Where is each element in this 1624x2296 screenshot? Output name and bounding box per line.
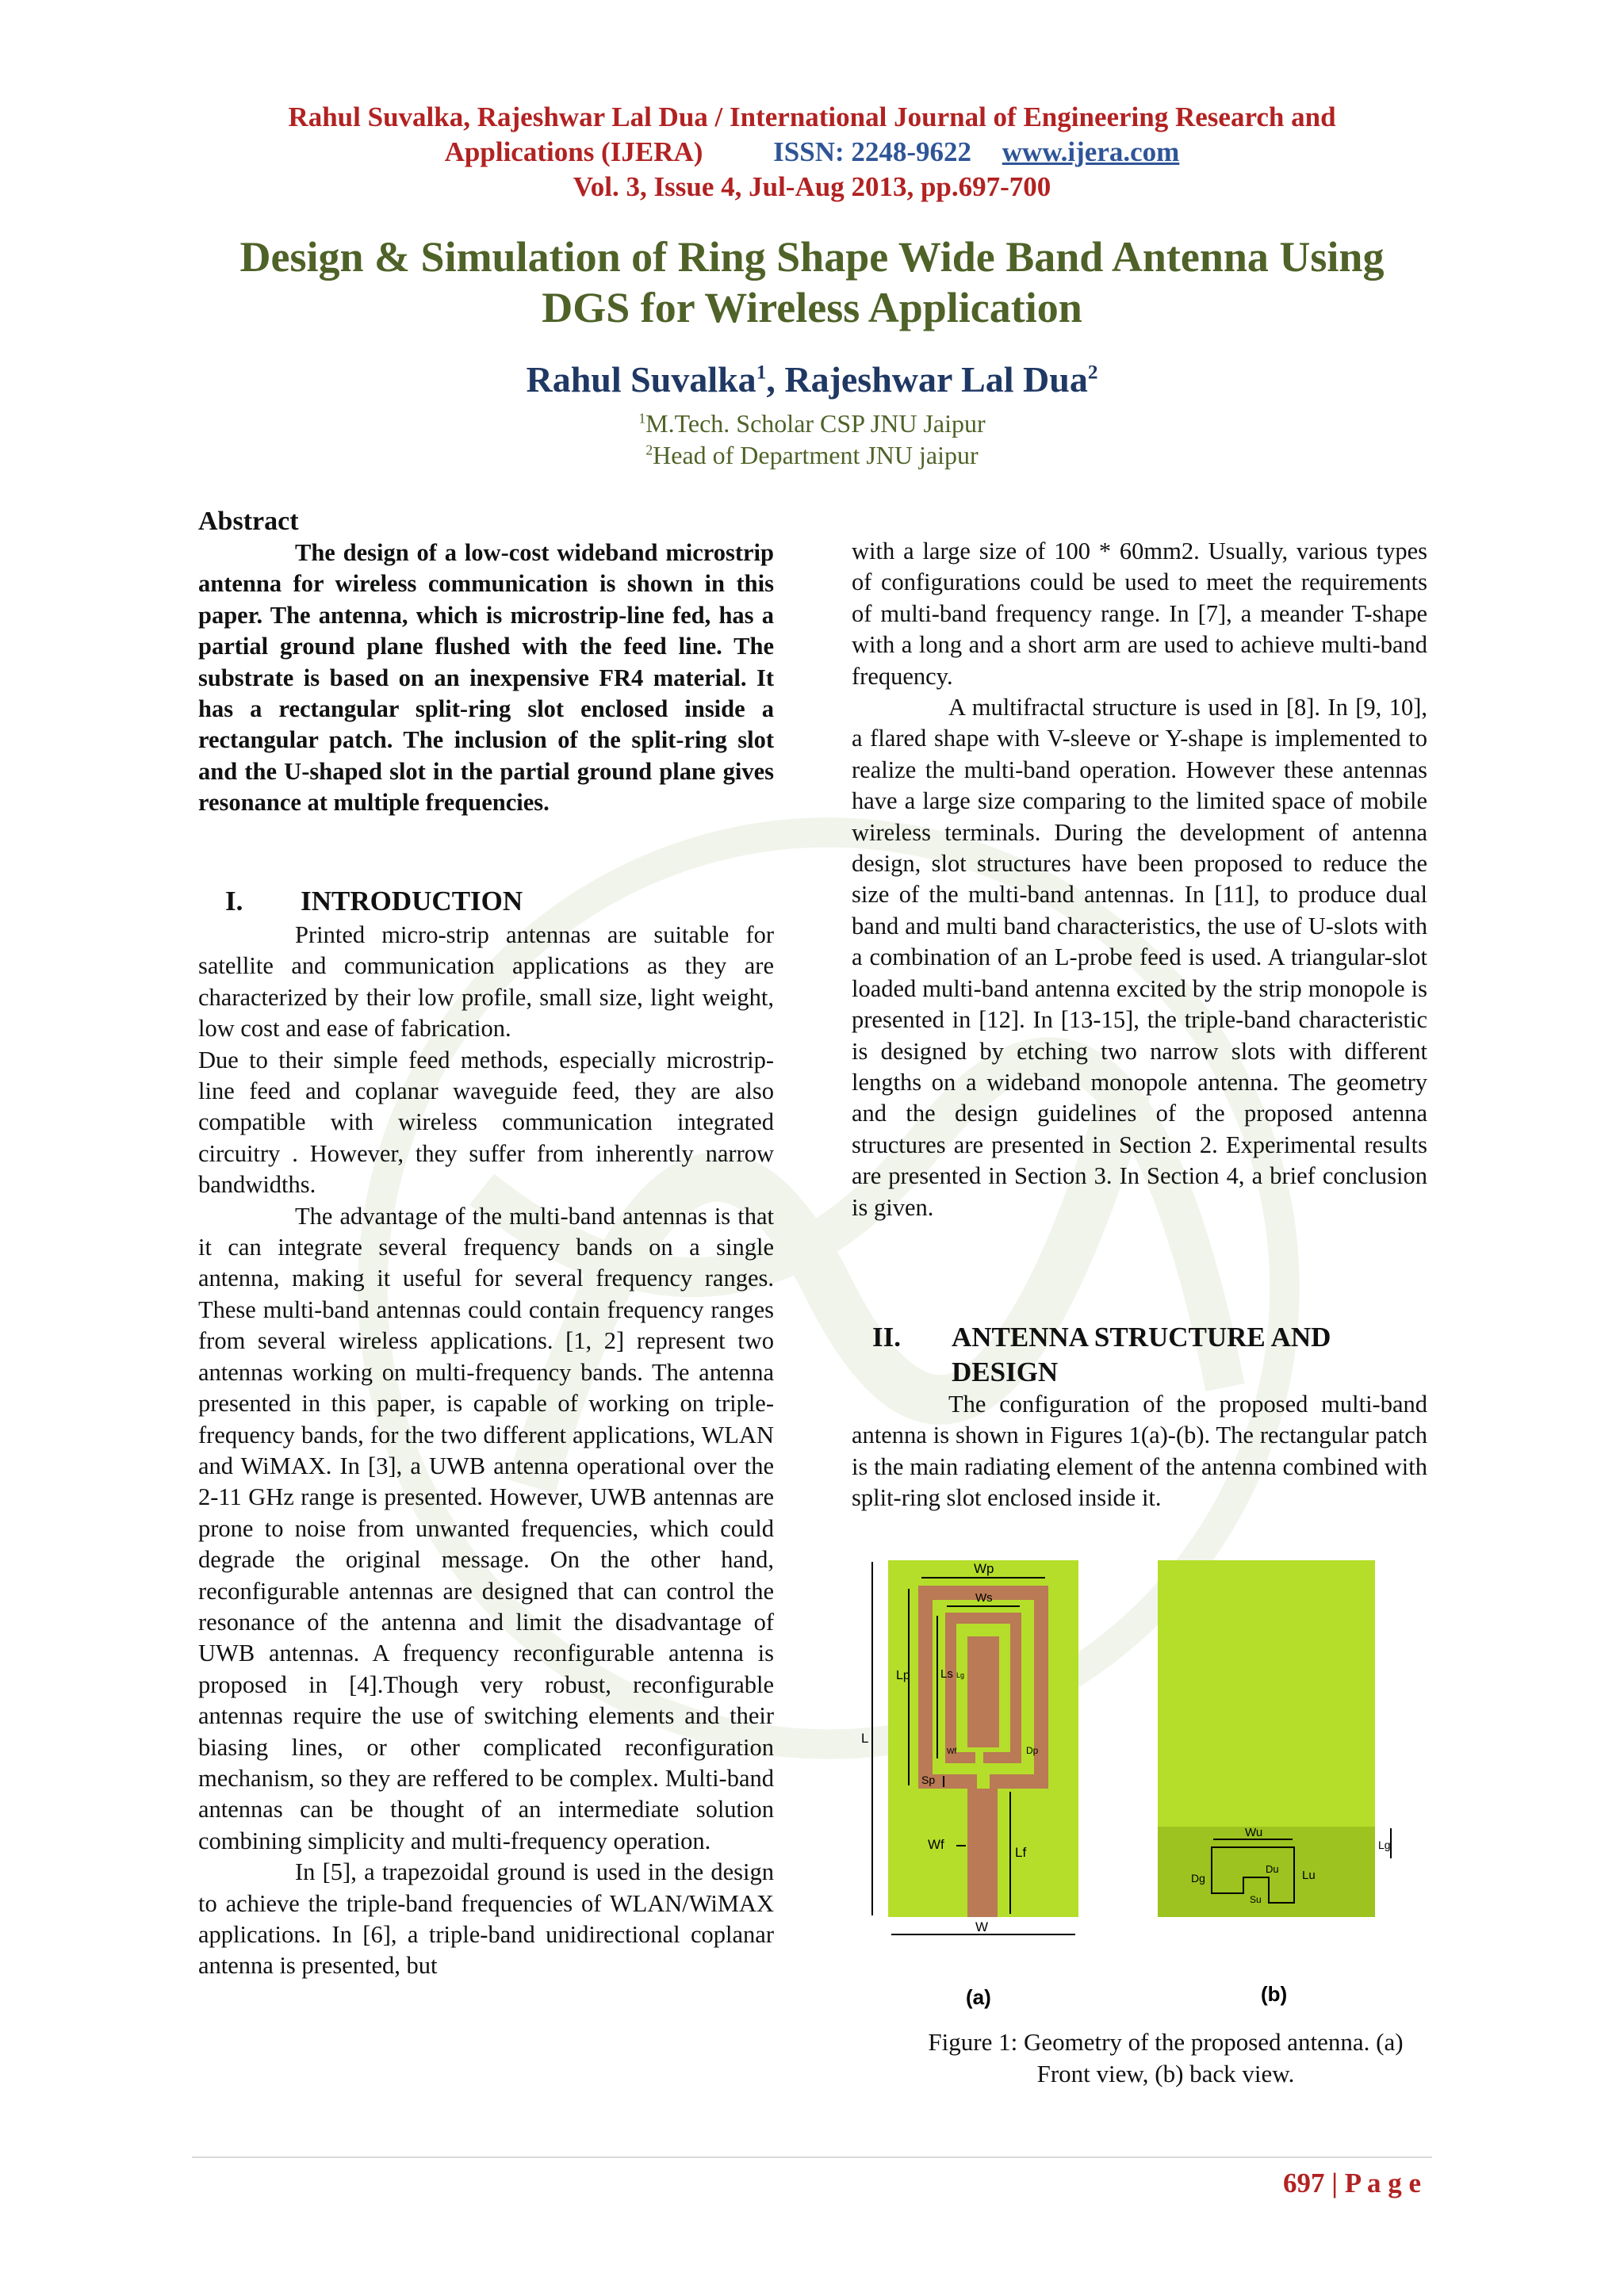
affiliation-2-text: Head of Department JNU jaipur: [653, 441, 979, 469]
intro-paragraph-1: Printed micro-strip antennas are suitable for satellite and communication applications as they are characterized by their low profile, small size, light weight, low cost and ease of fabrication.: [198, 921, 774, 1043]
journal-abbrev: Applications (IJERA): [444, 136, 703, 167]
author-2: Rajeshwar Lal Dua: [784, 359, 1088, 400]
intro-paragraph-6: A multifractal structure is used in [8]. In [9, 10], a flared shape with V-sleeve or Y-shape is implemented to realize the multi-band operation. However these antennas have a large size comparing to the limited space of mobile wireless terminals. During the development of antenna design, slot structures have been proposed to reduce the size of the multi-band antennas. In [11], to produce dual band and multi band characteristics, the use of U-slots with a combination of an L-probe feed is used. A triangular-slot loaded multi-band antenna excited by the strip monopole is presented in [12]. In [13-15], the triple-band characteristic is designed by etching two narrow slots with different lengths on a wideband monopole antenna. The geometry and the design guidelines of the proposed antenna structures are presented in Section 2. Experimental results are presented in Section 3. In Section 4, a brief conclusion is given.: [852, 694, 1427, 1221]
patch-center: [967, 1636, 999, 1747]
page-number: 697 | P a g e: [1283, 2168, 1421, 2198]
label-l: L: [861, 1731, 869, 1746]
section-1-title: INTRODUCTION: [301, 886, 523, 916]
footer-divider: [192, 2156, 1432, 2158]
journal-url-link[interactable]: www.ijera.com: [1002, 136, 1180, 167]
label-sp: Sp: [921, 1774, 936, 1786]
author-separator: ,: [766, 359, 785, 400]
section-1-heading: [225, 885, 523, 918]
label-dp: Dp: [1026, 1745, 1039, 1756]
label-dg: Dg: [1191, 1872, 1205, 1885]
intro-paragraph-3: The advantage of the multi-band antennas is that it can integrate several frequency bands on a single antenna, making it useful for several frequency ranges. These multi-band antennas could contain frequency ranges from several wireless applications. [1, 2] represent two antennas working on multi-frequency bands. The antenna presented in this paper, is capable of working on triple-frequency bands, for the two different applications, WLAN and WiMAX. In [3], a UWB antenna operational over the 2-11 GHz range is presented. However, UWB antennas are prone to noise from unwanted frequencies, which could degrade the original message. On the other hand, reconfigurable antennas are designed that can control the resonance of the antenna and limit the disadvantage of UWB antennas. A frequency reconfigurable antenna is proposed in [4].Though very robust, reconfigurable antennas require the use of switching elements and their biasing lines, or other complicated reconfiguration mechanism, so they are reffered to be complex. Multi-band antennas can be thought of an intermediate solution combining simplicity and multi-frequency operation.: [198, 1202, 774, 1854]
affiliation-1-sup: 1: [638, 410, 646, 427]
author-2-sup: 2: [1087, 361, 1098, 384]
label-lu: Lu: [1302, 1869, 1316, 1882]
intro-paragraph-4: In [5], a trapezoidal ground is used in the design to achieve the triple-band frequencies of WLAN/WiMAX applications. In [6], a triple-band unidirectional coplanar antenna is presented, but: [198, 1858, 774, 1980]
affiliation-2-sup: 2: [645, 442, 653, 458]
right-column-body: [852, 536, 1427, 1223]
label-du: Du: [1266, 1863, 1279, 1875]
section-2-title-line1: ANTENNA STRUCTURE AND: [952, 1322, 1331, 1353]
label-lp: Lp: [896, 1669, 910, 1682]
label-lg: Lg: [1378, 1839, 1391, 1851]
label-lg-small: Lg: [956, 1671, 965, 1679]
feed-line: [967, 1789, 998, 1917]
label-ws: Ws: [975, 1591, 993, 1605]
label-w: W: [975, 1919, 989, 1934]
author-1-sup: 1: [756, 361, 767, 384]
paper-title: [159, 232, 1465, 333]
journal-header-line1: Rahul Suvalka, Rajeshwar Lal Dua / International Journal of Engineering Research and: [288, 101, 1336, 132]
paper-title-line1: Design & Simulation of Ring Shape Wide Band Antenna Using: [239, 233, 1385, 281]
figure-caption-line1: Figure 1: Geometry of the proposed antenna. (a): [928, 2028, 1404, 2056]
affiliation-1-text: M.Tech. Scholar CSP JNU Jaipur: [645, 409, 986, 438]
subfigure-b-label: (b): [1261, 1982, 1288, 2006]
journal-header-line3: Vol. 3, Issue 4, Jul-Aug 2013, pp.697-700: [573, 171, 1051, 202]
left-column-body: [198, 920, 774, 1982]
label-wu: Wu: [1245, 1826, 1263, 1839]
antenna-geometry-figure: [848, 1544, 1391, 2012]
label-su: Su: [1250, 1894, 1262, 1905]
section-2-number: II.: [872, 1322, 901, 1353]
section-1-number: I.: [225, 886, 243, 916]
abstract-text: The design of a low-cost wideband microstrip antenna for wireless communication is shown in this paper. The antenna, which is microstrip-line fed, has a partial ground plane flushed with the feed line. The substrate is based on an inexpensive FR4 material. It has a rectangular split-ring slot enclosed inside a rectangular patch. The inclusion of the split-ring slot and the U-shaped slot in the partial ground plane gives resonance at multiple frequencies.: [198, 539, 774, 817]
label-wf: Wf: [928, 1837, 944, 1852]
figure-caption-line2: Front view, (b) back view.: [1036, 2060, 1295, 2087]
abstract-block: [198, 506, 774, 819]
subfigure-a-label: (a): [966, 1985, 991, 2009]
abstract-heading: Abstract: [198, 507, 299, 536]
section-2-title-line2: DESIGN: [952, 1357, 1059, 1387]
journal-header-line2: [0, 135, 1624, 170]
label-wp: Wp: [974, 1561, 994, 1576]
journal-issn: ISSN: 2248-9622: [773, 136, 972, 167]
section-2-paragraph: The configuration of the proposed multi-band antenna is shown in Figures 1(a)-(b). The rectangular patch is the main radiating element of the antenna combined with split-ring slot enclosed inside it.: [852, 1391, 1427, 1512]
paper-title-line2: DGS for Wireless Application: [542, 284, 1082, 331]
intro-paragraph-2: Due to their simple feed methods, especially microstrip-line feed and coplanar waveguide feed, they are also compatible with wireless communication integrated circuitry . However, they suffer from inherently narrow bandwidths.: [198, 1046, 774, 1199]
label-lf: Lf: [1015, 1845, 1027, 1860]
author-1: Rahul Suvalka: [526, 359, 756, 400]
label-ls: Ls: [940, 1667, 953, 1681]
section-2-body: [852, 1389, 1427, 1514]
figure-caption: [848, 2026, 1483, 2090]
affiliation-2: [0, 441, 1624, 470]
affiliation-1: [0, 409, 1624, 438]
author-list: [0, 358, 1624, 400]
intro-paragraph-5: with a large size of 100 * 60mm2. Usually, various types of configurations could be used to meet the requirements of multi-band frequency range. In [7], a meander T-shape with a long and a short arm are used to achieve multi-band frequency.: [852, 538, 1427, 690]
label-wf-small: Wf: [947, 1747, 957, 1756]
section-2-heading: [872, 1321, 1331, 1387]
